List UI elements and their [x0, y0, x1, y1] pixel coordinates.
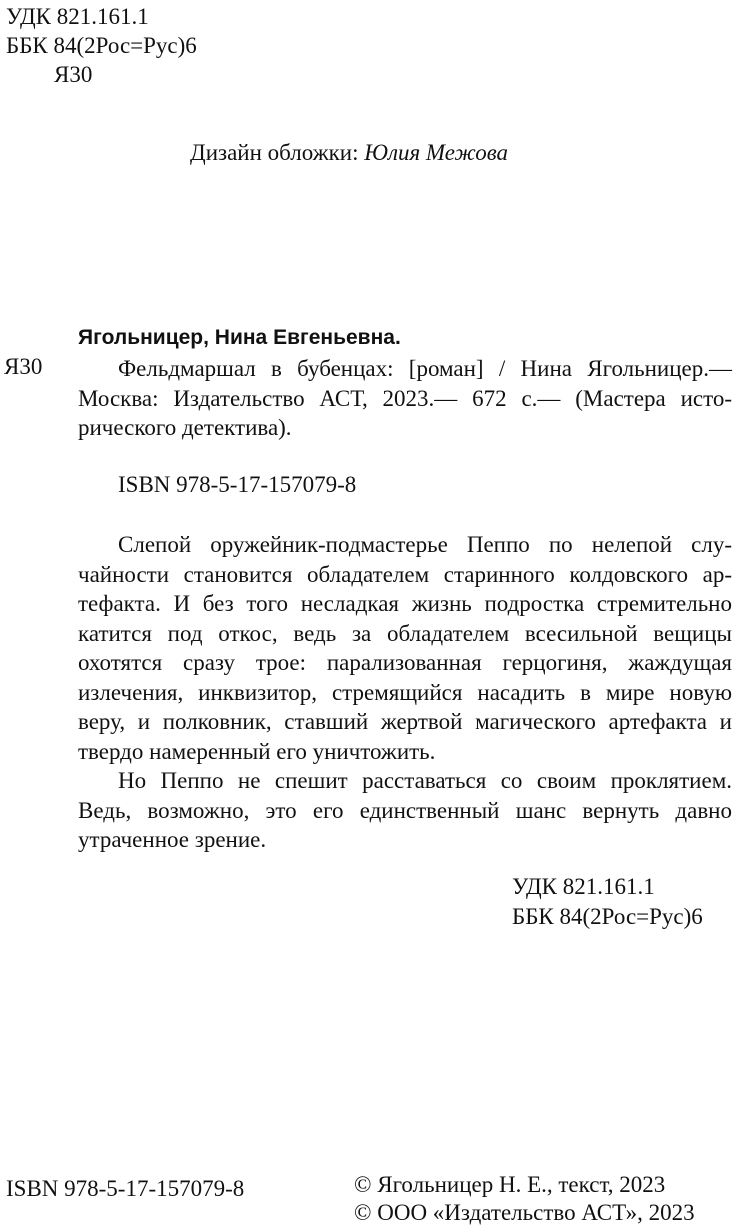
bib-line: Москва: Издательство АСТ, 2023.— 672 с.— (Мастера исто- — [78, 385, 732, 411]
annotation-line: тефакта. И без того несладкая жизнь подростка стремительно — [78, 591, 732, 616]
annotation-paragraph-2 — [78, 766, 732, 855]
classification-bottom — [512, 872, 703, 932]
bbk-code: ББК 84(2Рос=Рус)6 — [512, 904, 703, 929]
annotation-line: веру, и полковник, ставший жертвой магического артефакта и — [78, 709, 732, 734]
classification-header — [6, 2, 197, 89]
bibliographic-description — [78, 354, 732, 443]
udk-code: УДК 821.161.1 — [512, 874, 655, 899]
annotation-line: излечения, инквизитор, стремящийся насадить в мире новую — [78, 679, 732, 705]
annotation-line: катится под откос, ведь за обладателем всесильной вещицы — [78, 620, 732, 646]
annotation-line: Ведь, возможно, это его единственный шанс вернуть давно — [78, 797, 732, 823]
copyright-text: © Ягольницер Н. Е., текст, 2023 — [354, 1172, 666, 1197]
bib-line: рического детектива). — [78, 415, 292, 440]
cover-design-label: Дизайн обложки: — [190, 140, 365, 165]
annotation-line: твердо намеренный его уничтожить. — [78, 738, 436, 764]
cover-designer-name: Юлия Межова — [364, 140, 509, 165]
isbn: ISBN 978-5-17-157079-8 — [118, 472, 357, 497]
bib-line: Фельдмаршал в бубенцах: [роман] / Нина Ягольницер.— — [118, 356, 732, 381]
annotation-line: Слепой оружейник-подмастерье Пеппо по нелепой слу- — [118, 532, 732, 557]
copyright-publisher: © ООО «Издательство АСТ», 2023 — [354, 1200, 695, 1225]
annotation-line: чайности становится обладателем старинного колдовского ар- — [78, 561, 732, 587]
annotation-line: утраченное зрение. — [78, 827, 267, 852]
cover-design-credit — [190, 140, 508, 166]
annotation-paragraph-1 — [78, 530, 732, 766]
author-mark: Я30 — [54, 62, 93, 87]
annotation-line: охотятся сразу трое: парализованная герцогиня, жаждущая — [78, 650, 732, 675]
bbk-code: ББК 84(2Рос=Рус)6 — [6, 33, 197, 58]
author-mark-left: Я30 — [4, 354, 43, 379]
copyright-block — [354, 1171, 695, 1227]
author-heading: Ягольницер, Нина Евгеньевна. — [78, 326, 401, 349]
footer-isbn: ISBN 978-5-17-157079-8 — [6, 1176, 245, 1201]
annotation-line: Но Пеппо не спешит расставаться со своим проклятием. — [118, 768, 732, 793]
udk-code: УДК 821.161.1 — [6, 4, 149, 29]
